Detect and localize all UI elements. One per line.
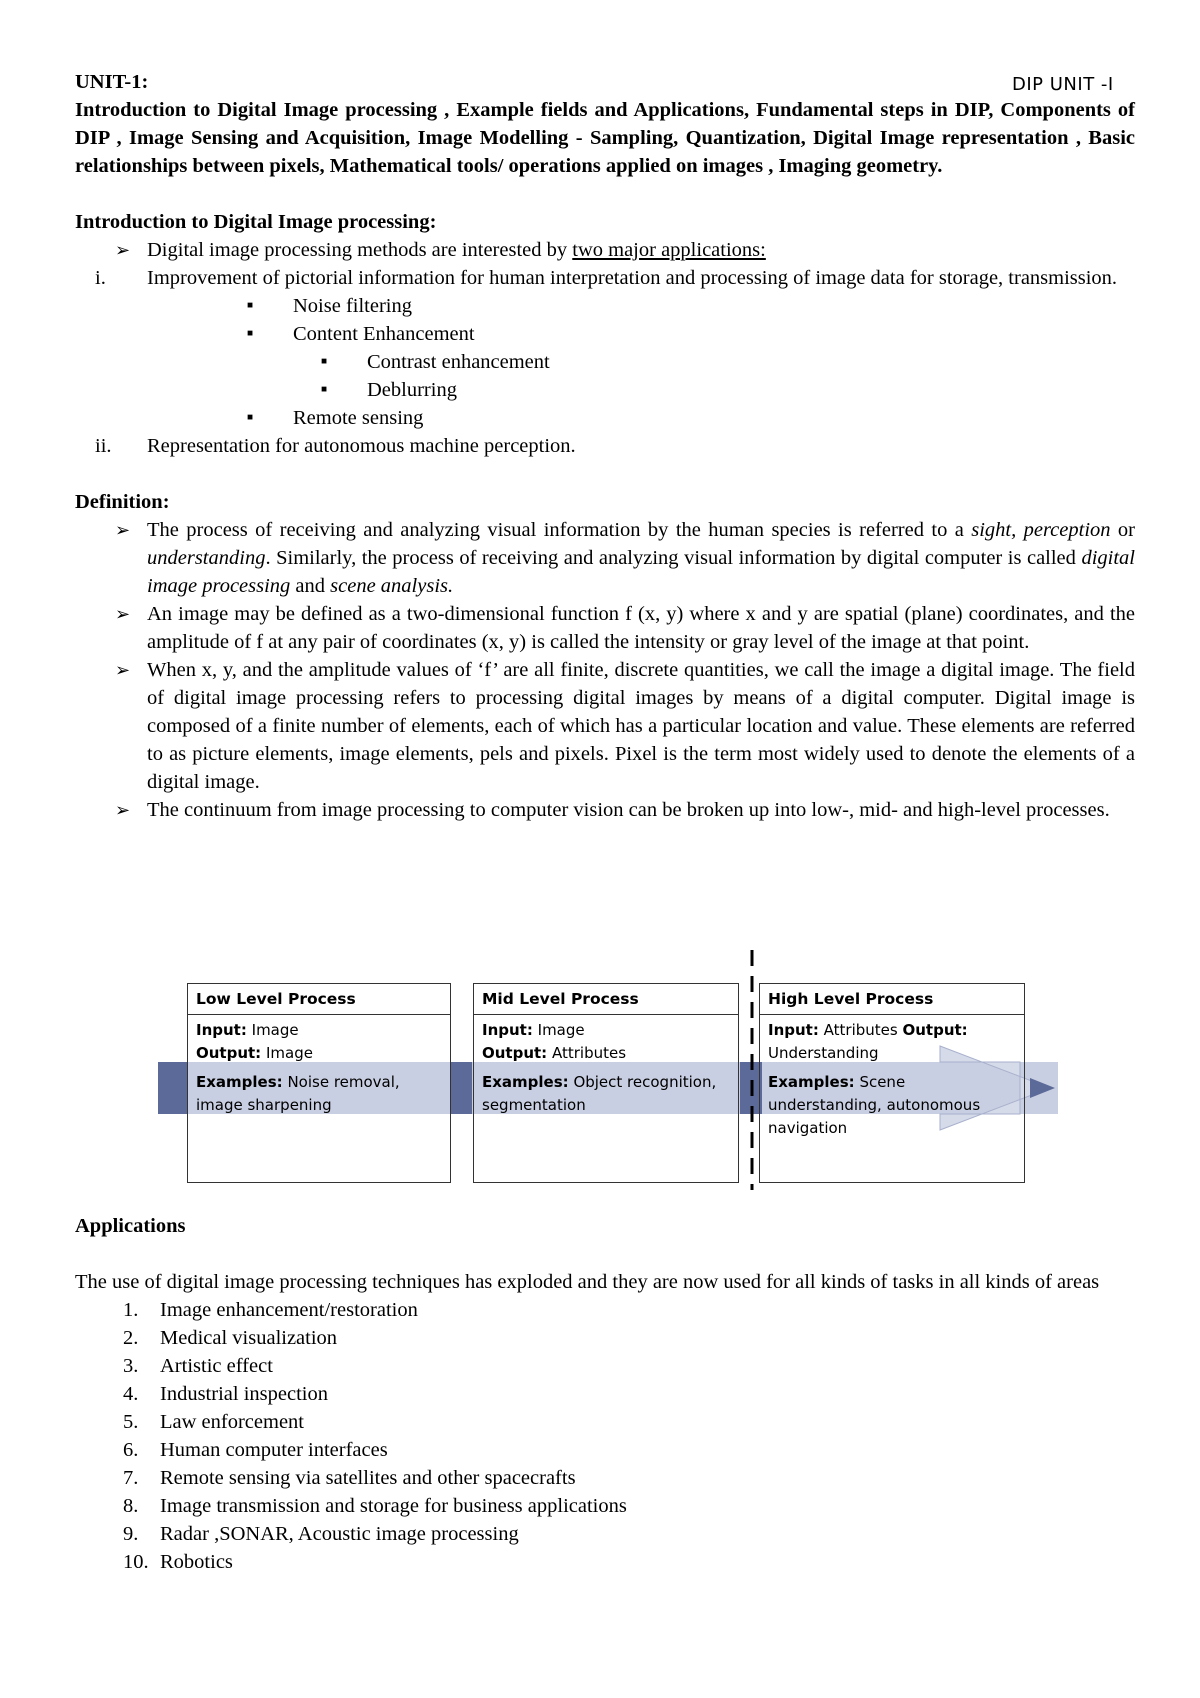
list-number: 2.	[123, 1327, 139, 1349]
intro-bullet-text: Digital image processing methods are interested by	[147, 239, 573, 261]
intro-item-ii	[75, 432, 1135, 460]
list-text: Image transmission and storage for business applications	[160, 1495, 627, 1517]
arrow-bullet-icon: ➢	[115, 800, 131, 820]
definition-bullet	[75, 656, 1135, 796]
list-item	[75, 1464, 1135, 1492]
arrow-bullet-icon: ➢	[115, 520, 131, 540]
unit-title: UNIT-1:	[75, 71, 149, 93]
italic-span: digital image processing	[147, 547, 1135, 597]
sub-item-text: Noise filtering	[293, 295, 412, 317]
document-body	[75, 68, 1135, 824]
list-number: 5.	[123, 1411, 139, 1433]
text-span: and	[290, 575, 331, 597]
definition-text: When x, y, and the amplitude values of ‘f’ are all finite, discrete quantities, we call the image a digital image. The field of digital image processing refers to processing digital images by means of a digital computer. Digital image is composed of a finite number of elements, each of which has a particular location and value. These elements are referred to as picture elements, image elements, pels and pixels. Pixel is the term most widely used to denote the elements of a digital image.	[147, 659, 1135, 793]
list-item	[75, 1324, 1135, 1352]
high-level-process-box	[759, 983, 1025, 1183]
list-item	[75, 1380, 1135, 1408]
applications-intro: The use of digital image processing techniques has exploded and they are now used for all kinds of tasks in all kinds of areas	[75, 1271, 1100, 1293]
sub-item	[75, 292, 1135, 320]
intro-bullet-underlined: two major applications:	[572, 239, 766, 261]
list-number: 10.	[123, 1551, 149, 1573]
subsub-item	[75, 376, 1135, 404]
square-bullet-icon: ■	[247, 328, 254, 339]
output-label: Output:	[482, 1044, 548, 1062]
unit-topics: Introduction to Digital Image processing , Example fields and Applications, Fundamental steps in DIP, Components of DIP , Image Sensing and Acquisition, Image Modelling - Sampling, Quantization, Digital Image representation , Basic relationships between pixels, Mathematical tools/ operations applied on images , Imaging geometry.	[75, 99, 1135, 177]
examples-value: Scene understanding, autonomous navigation	[768, 1073, 981, 1137]
list-text: Robotics	[160, 1551, 233, 1573]
list-number: 6.	[123, 1439, 139, 1461]
text-span: The process of receiving and analyzing visual information by the human species is referred to a	[147, 519, 972, 541]
definition-heading: Definition:	[75, 491, 170, 513]
input-value: Attributes	[823, 1021, 898, 1039]
arrow-bullet-icon: ➢	[115, 660, 131, 680]
list-number: 9.	[123, 1523, 139, 1545]
list-text: Radar ,SONAR, Acoustic image processing	[160, 1523, 519, 1545]
examples-value: Object recognition, segmentation	[482, 1073, 717, 1114]
roman-label: ii.	[95, 435, 112, 457]
list-item	[75, 1296, 1135, 1324]
intro-item-i	[75, 264, 1135, 292]
list-text: Law enforcement	[160, 1411, 304, 1433]
arrow-dark-mid	[450, 1062, 472, 1114]
input-value: Image	[537, 1021, 585, 1039]
input-value: Image	[251, 1021, 299, 1039]
subsub-item-text: Contrast enhancement	[367, 351, 550, 373]
list-text: Artistic effect	[160, 1355, 273, 1377]
output-label: Output:	[902, 1021, 968, 1039]
list-item	[75, 1408, 1135, 1436]
box-examples	[188, 1065, 450, 1117]
sub-item	[75, 404, 1135, 432]
list-text: Remote sensing via satellites and other spacecrafts	[160, 1467, 576, 1489]
box-io	[474, 1015, 738, 1065]
sub-item	[75, 320, 1135, 348]
arrow-bullet-icon: ➢	[115, 604, 131, 624]
italic-span: understanding	[147, 547, 266, 569]
intro-bullet	[75, 236, 1135, 264]
list-number: 8.	[123, 1495, 139, 1517]
subsub-item-text: Deblurring	[367, 379, 457, 401]
intro-item-text: Representation for autonomous machine perception.	[147, 435, 576, 457]
page-header-label: DIP UNIT -I	[1012, 74, 1114, 95]
list-number: 1.	[123, 1299, 139, 1321]
definition-bullet	[75, 600, 1135, 656]
box-title: Low Level Process	[188, 984, 450, 1015]
mid-level-process-box	[473, 983, 739, 1183]
list-number: 3.	[123, 1355, 139, 1377]
italic-span: scene analysis.	[330, 575, 454, 597]
list-item	[75, 1492, 1135, 1520]
low-level-process-box	[187, 983, 451, 1183]
square-bullet-icon: ■	[247, 300, 254, 311]
input-label: Input:	[768, 1021, 819, 1039]
text-span: or	[1110, 519, 1136, 541]
sub-item-text: Content Enhancement	[293, 323, 475, 345]
list-item	[75, 1520, 1135, 1548]
examples-label: Examples:	[768, 1073, 855, 1091]
box-io	[760, 1015, 1024, 1065]
sub-item-text: Remote sensing	[293, 407, 424, 429]
examples-value: Noise removal, image sharpening	[196, 1073, 400, 1114]
box-title: Mid Level Process	[474, 984, 738, 1015]
intro-heading: Introduction to Digital Image processing:	[75, 211, 437, 233]
list-text: Medical visualization	[160, 1327, 338, 1349]
input-label: Input:	[196, 1021, 247, 1039]
output-label: Output:	[196, 1044, 262, 1062]
output-value: Understanding	[768, 1044, 879, 1062]
output-value: Attributes	[551, 1044, 627, 1062]
output-value: Image	[265, 1044, 313, 1062]
list-number: 4.	[123, 1383, 139, 1405]
list-item	[75, 1352, 1135, 1380]
input-label: Input:	[482, 1021, 533, 1039]
text-span: . Similarly, the process of receiving and analyzing visual information by digital computer is called	[265, 547, 1082, 569]
list-text: Industrial inspection	[160, 1383, 328, 1405]
square-bullet-icon: ■	[321, 384, 328, 395]
box-examples	[474, 1065, 738, 1117]
applications-heading: Applications	[75, 1215, 186, 1237]
examples-label: Examples:	[482, 1073, 569, 1091]
roman-label: i.	[95, 267, 106, 289]
square-bullet-icon: ■	[247, 412, 254, 423]
list-text: Image enhancement/restoration	[160, 1299, 418, 1321]
box-title: High Level Process	[760, 984, 1024, 1015]
square-bullet-icon: ■	[321, 356, 328, 367]
process-levels-diagram	[150, 950, 1070, 1190]
box-io	[188, 1015, 450, 1065]
definition-bullet	[75, 796, 1135, 824]
applications-section	[75, 1212, 1135, 1576]
italic-span: sight, perception	[971, 519, 1111, 541]
definition-text: An image may be defined as a two-dimensional function f (x, y) where x and y are spatial (plane) coordinates, and the amplitude of f at any pair of coordinates (x, y) is called the intensity or gray level of the image at that point.	[147, 603, 1135, 653]
subsub-item	[75, 348, 1135, 376]
examples-label: Examples:	[196, 1073, 283, 1091]
arrow-dark-left	[158, 1062, 188, 1114]
box-examples	[760, 1065, 1024, 1140]
list-text: Human computer interfaces	[160, 1439, 388, 1461]
arrow-bullet-icon: ➢	[115, 240, 131, 260]
list-item	[75, 1548, 1135, 1576]
definition-text: The continuum from image processing to computer vision can be broken up into low-, mid- and high-level processes.	[147, 799, 1110, 821]
definition-bullet	[75, 516, 1135, 600]
applications-list	[75, 1296, 1135, 1576]
intro-item-text: Improvement of pictorial information for human interpretation and processing of image data for storage, transmission.	[147, 267, 1118, 289]
list-number: 7.	[123, 1467, 139, 1489]
list-item	[75, 1436, 1135, 1464]
